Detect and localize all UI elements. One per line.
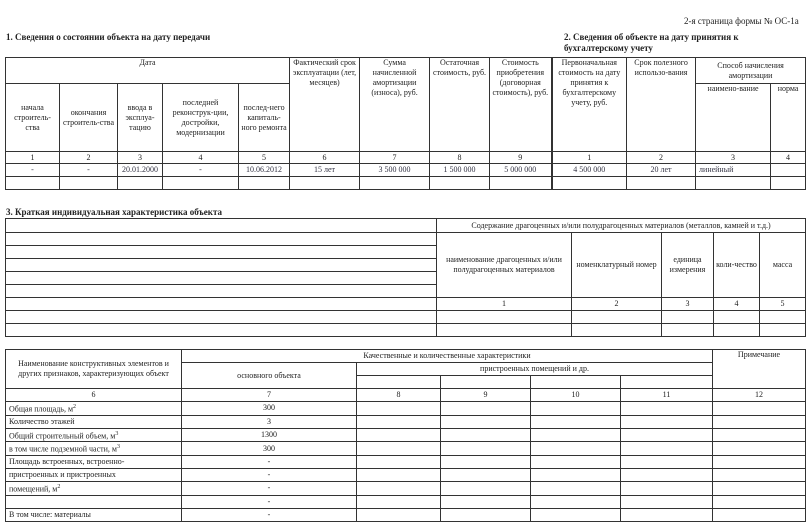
col-note: Примечание [713, 350, 806, 389]
num-cell: 8 [357, 389, 441, 402]
metals-header: Содержание драгоценных и/или полудрагоценных материалов (металлов, камней и т.д.) [437, 219, 806, 233]
col-initial-cost: Первоначальная стоимость на дату принятия к бухгалтерскому учету, руб. [552, 58, 627, 152]
value-start: - [6, 164, 60, 177]
row-name [6, 495, 182, 508]
col-amortization: Сумма начисленной амортизации (износа), руб. [360, 58, 430, 152]
col-method: Способ начисления амортизации [696, 58, 806, 84]
col-attached: пристроенных помещений и др. [357, 363, 713, 376]
row-value: 300 [182, 442, 357, 456]
col-qualitative: Качественные и количественные характеристики [182, 350, 713, 363]
date-header: Дата [6, 58, 290, 84]
value-residual: 1 500 000 [430, 164, 490, 177]
value-repair: 10.06.2012 [239, 164, 290, 177]
value-reconstruction: - [163, 164, 239, 177]
num-cell: 1 [6, 152, 60, 164]
metals-col-name: наименование драгоценных и/или полудрагоценных материалов [437, 233, 572, 298]
row-name: пристроенных и пристроенных [6, 468, 182, 481]
date-col-repair: послед-него капиталь-ного ремонта [239, 84, 290, 152]
value-amortization: 3 500 000 [360, 164, 430, 177]
row-name: в том числе подземной части, $м^3$ [6, 442, 182, 456]
num-cell: 9 [441, 389, 531, 402]
table-section-3 [5, 218, 806, 337]
value-initial-cost: 4 500 000 [552, 164, 627, 177]
col-cost: Стоимость приобретения (договорная стоимость), руб. [490, 58, 552, 152]
date-col-reconstruction: последней реконструк-ции, достройки, модернизации [163, 84, 239, 152]
num-cell: 5 [239, 152, 290, 164]
num-cell: 7 [360, 152, 430, 164]
row-name: В том числе: материалы [6, 508, 182, 521]
num-cell: 1 [552, 152, 627, 164]
num-cell: 6 [6, 389, 182, 402]
row-name: Площадь встроенных, встроенно- [6, 455, 182, 468]
num-cell: 5 [760, 298, 806, 311]
num-cell: 10 [531, 389, 621, 402]
num-cell: 2 [627, 152, 696, 164]
metals-col-mass: масса [760, 233, 806, 298]
date-col-commission: ввода в эксплуа-тацию [118, 84, 163, 152]
value-commission: 20.01.2000 [118, 164, 163, 177]
row-name: Количество этажей [6, 415, 182, 428]
value-fact-term: 15 лет [290, 164, 360, 177]
value-method-norm [771, 164, 806, 177]
metals-col-nomenclature: номенклатурный номер [572, 233, 662, 298]
num-cell: 3 [662, 298, 714, 311]
row-value: - [182, 508, 357, 521]
num-cell: 3 [696, 152, 771, 164]
num-cell: 7 [182, 389, 357, 402]
num-cell: 2 [60, 152, 118, 164]
row-value: 1300 [182, 428, 357, 442]
value-end: - [60, 164, 118, 177]
metals-col-unit: единица измерения [662, 233, 714, 298]
row-value: 3 [182, 415, 357, 428]
num-cell: 4 [771, 152, 806, 164]
num-cell: 8 [430, 152, 490, 164]
value-method-name: линейный [696, 164, 771, 177]
num-cell: 2 [572, 298, 662, 311]
num-cell: 1 [437, 298, 572, 311]
col-method-name: наимено-вание [696, 84, 771, 152]
col-method-norm: норма [771, 84, 806, 152]
col-fact-term: Фактический срок эксплуатации (лет, месяцев) [290, 58, 360, 152]
col-useful-term: Срок полезного использо-вания [627, 58, 696, 152]
table-characteristics [5, 349, 806, 522]
num-cell: 4 [714, 298, 760, 311]
row-name: помещений, $м^2$ [6, 481, 182, 495]
section2-title: 2. Сведения об объекте на дату принятия к бухгалтерскому учету [564, 32, 739, 53]
num-cell: 4 [163, 152, 239, 164]
num-cell: 12 [713, 389, 806, 402]
col-element-name: Наименование конструктивных элементов и других признаков, характеризующих объект [6, 350, 182, 389]
row-value: - [182, 468, 357, 481]
col-residual: Остаточная стоимость, руб. [430, 58, 490, 152]
metals-col-quantity: коли-чество [714, 233, 760, 298]
section3-title: 3. Краткая индивидуальная характеристика объекта [6, 207, 222, 217]
row-value: - [182, 455, 357, 468]
row-name: Общая площадь, $м^2$ [6, 402, 182, 416]
date-col-start: начала строитель-ства [6, 84, 60, 152]
num-cell: 11 [621, 389, 713, 402]
num-cell: 9 [490, 152, 552, 164]
value-useful-term: 20 лет [627, 164, 696, 177]
num-cell: 6 [290, 152, 360, 164]
row-name: Общий строительный объем, $м^3$ [6, 428, 182, 442]
num-cell: 3 [118, 152, 163, 164]
row-value: - [182, 481, 357, 495]
row-value: - [182, 495, 357, 508]
form-page-label: 2-я страница формы № ОС-1а [684, 16, 799, 26]
row-value: 300 [182, 402, 357, 416]
date-col-end: окончания строитель-ства [60, 84, 118, 152]
table-sections-1-2 [5, 57, 806, 190]
col-main-object: основного объекта [182, 363, 357, 389]
section1-title: 1. Сведения о состоянии объекта на дату передачи [6, 32, 211, 42]
value-cost: 5 000 000 [490, 164, 552, 177]
